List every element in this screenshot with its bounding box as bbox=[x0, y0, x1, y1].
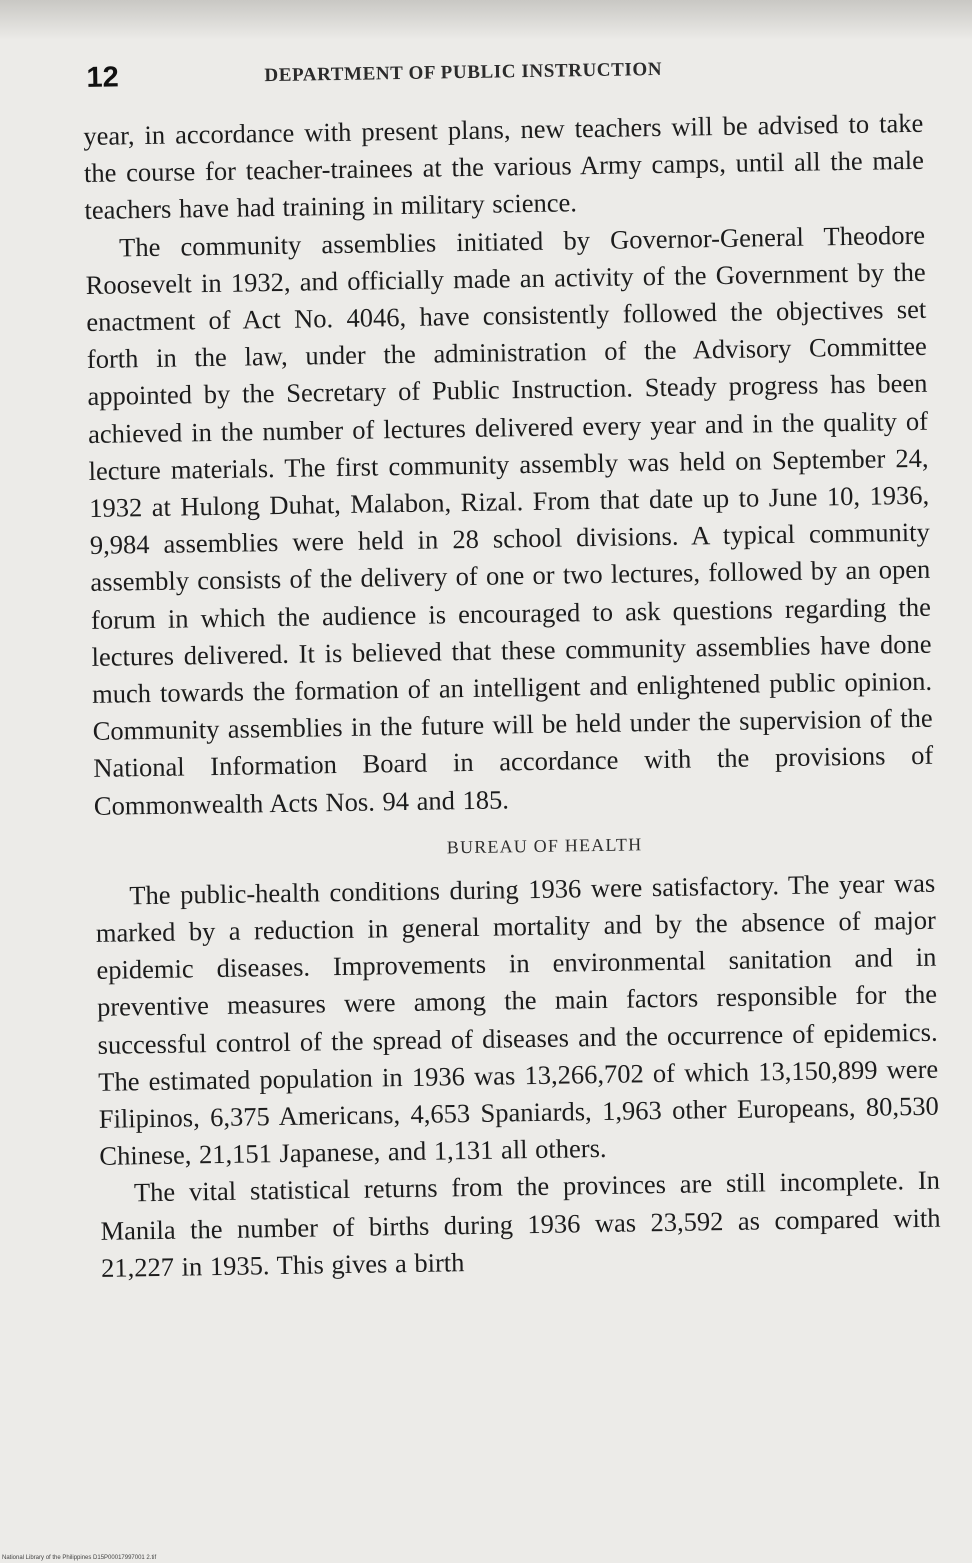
scan-edge-shadow bbox=[0, 0, 972, 40]
scan-credit-footer: National Library of the Philippines D15P00017997001 2.tif bbox=[2, 1555, 157, 1561]
paragraph-vital-statistics: The vital statistical returns from the provinces are still incomplete. In Manila the number of births during 1936 was 23,592 as compared with 21,227 in 1935. This gives a birth bbox=[100, 1165, 941, 1283]
document-page bbox=[82, 35, 941, 1287]
running-head: DEPARTMENT OF PUBLIC INSTRUCTION bbox=[264, 58, 663, 87]
section-heading-bureau-of-health: BUREAU OF HEALTH bbox=[446, 834, 643, 858]
page-number: 12 bbox=[86, 61, 119, 94]
paragraph-community-assemblies: The community assemblies initiated by Governor-General Theodore Roosevelt in 1932, and officially made an activity of the Government by the enactment of Act No. 4046, have consistently followed the objectives set forth in the law, under the administration of the Advisory Committee appointed by the Secretary of Public Instruction. Steady progress has been achieved in the number of lectures delivered every year and in the quality of lecture materials. The first community assembly was held on September 24, 1932 at Hulong Duhat, Malabon, Rizal. From that date up to June 10, 1936, 9,984 assemblies were held in 28 school divisions. A typical community assembly consists of the delivery of one or two lectures, followed by an open forum in which the audience is encouraged to ask questions regarding the lectures delivered. It is believed that these community assemblies have done much towards the formation of an intelligent and enlightened public opinion. Community assemblies in the future will be held under the supervision of the National Information Board in accordance with the provisions of Commonwealth Acts Nos. 94 and 185. bbox=[85, 219, 934, 821]
paragraph-continued: year, in accordance with present plans, new teachers will be advised to take the course for teacher-trainees at the various Army camps, until all the male teachers have had training in military science. bbox=[83, 107, 925, 226]
page-header bbox=[82, 35, 923, 118]
paragraph-public-health: The public-health conditions during 1936 were satisfactory. The year was marked by a reduction in general mortality and by the absence of major epidemic diseases. Improvements in environmental sanitation and in preventive measures were among the main factors responsible for the successful control of the spread of diseases and the occurrence of epidemics. The estimated population in 1936 was 13,266,702 of which 13,150,899 were Filipinos, 6,375 Americans, 4,653 Spaniards, 1,963 other Europeans, 80,530 Chinese, 21,151 Japanese, and 1,131 all others. bbox=[95, 867, 939, 1172]
